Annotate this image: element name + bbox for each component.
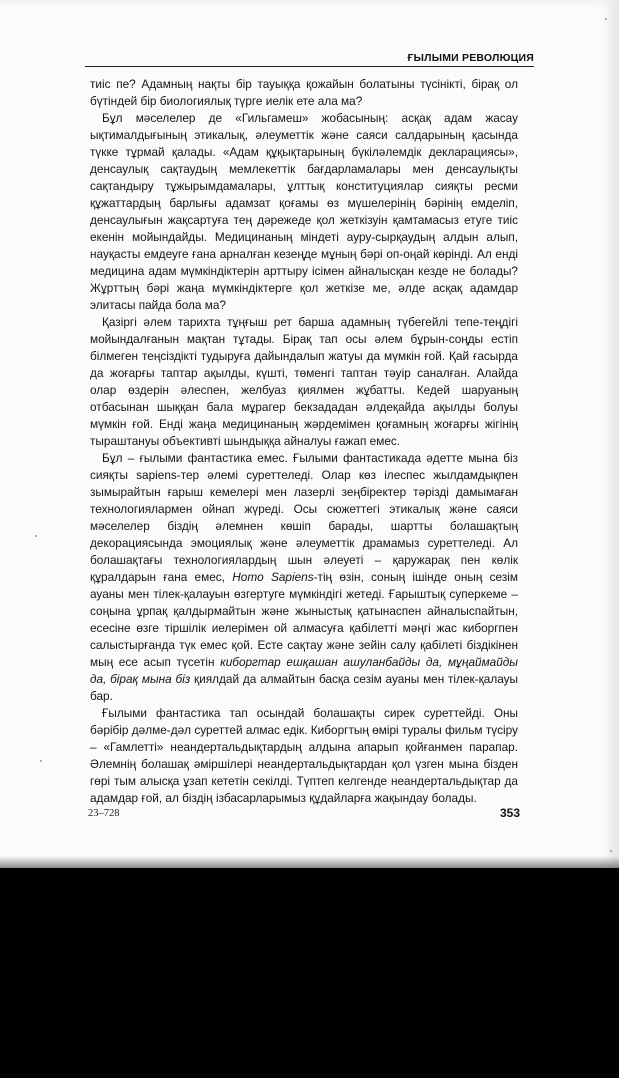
scan-speck: [40, 760, 42, 762]
scan-speck: [35, 535, 37, 537]
scan-speck: [605, 18, 607, 20]
paragraph-5: Ғылыми фантастика тап осындай болашақты сирек суреттейді. Оны бәрібір дәлме-дәл суреттей алмас едік. Киборгтың өмірі туралы фильм түсіру – «Гамлетті» неандертальдықтардың алдына апарып қойғанмен парапар. Әлемнің болашақ әміршілері неандертальдықтардан қол үзген мына бізден гөрі тым алысқа ұзап кететін секілді. Түптеп келгенде неандертальдықтар да адамдар ғой, ал біздің ізбасарларымыз құдайларға жақындау болады.: [90, 706, 518, 805]
paragraph-4-italic-phrase: киборгтар ешқашан ашуланбайды да, мұңаймайды да, бірақ мына біз: [90, 655, 518, 686]
paragraph-2: Бұл мәселелер де «Гильгамеш» жобасының: асқақ адам жасау ықтималдығының этикалық, әлеуметтік және саяси салдарының қасында түкке тұрмай қалады. «Адам құқықтарының бүкіләлемдік декларациясы», денсаулық сақтаудың мемлекеттік бағдарламалары мен денсаулықты сақтандыру тұжырымдамалары, ұлттық конституциялар сияқты ресми құжаттардың барлығы адамзат қоғамы өз мүшелерінің бәрінің емделіп, денсаулығын жақсартуға тең дәрежеде қол жеткізуін қамтамасыз етуге тиіс екенін мойындайды. Медицинаның міндеті ауру-сырқаудың алдын алып, науқасты емдеуге ғана арналған кезеңде мұның бәрі оп-оңай көрінді. Ал енді медицина адам мүмкіндіктерін арттыру ісімен айналысқан кезде не болады? Жұрттың бәрі жаңа мүмкіндіктерге қол жеткізе ме, әлде асқақ адамдар элитасы пайда бола ма?: [90, 111, 518, 312]
paragraph-4-italic-term: Homo Sapiens: [232, 570, 314, 584]
paragraph-4: [90, 450, 518, 705]
body-text: [90, 76, 518, 807]
printer-signature: 23–728: [88, 808, 120, 819]
paragraph-4-part-1: Бұл – ғылыми фантастика емес. Ғылыми фантастикада әдетте мына біз сияқты sapiens-тер әлемі суреттеледі. Олар көз ілеспес жылдамдықпен зымырайтын ғарыш кемелері мен лазерлі зеңбіректер тәрізді дамымаған технологиялармен ойнап жүреді. Осы сюжеттегі этикалық және саяси мәселелер біздің әлемнен көшіп барады, шартты болашақтың декорациясында эмоциялық және әлеуметтік драмамыз суреттеледі. Ал болашақтағы технологиялардың шын әлеуеті – қаружарақ пен көлік құралдарын ғана емес,: [90, 451, 518, 584]
running-header: ҒЫЛЫМИ РЕВОЛЮЦИЯ: [407, 52, 534, 64]
paragraph-4-part-3: қиялдай да алмайтын басқа сезім ауаны мен тілек-қалауы бар.: [90, 672, 519, 703]
paragraph-1: тиіс пе? Адамның нақты бір тауыққа қожайын болатыны түсінікті, бірақ ол бүтіндей бір биологиялық түрге иелік ете ала ма?: [90, 77, 518, 108]
paragraph-3: Қазіргі әлем тарихта тұңғыш рет барша адамның түбегейлі тепе-теңдігі мойындалғанын мақтан тұтады. Бірақ тап осы әлем бұрын-соңды естіп білмеген теңсіздікті тудыруға дайындалып жатуы да мүмкін ғой. Қай ғасырда да жоғарғы таптар ақылды, күшті, төменгі таптан тәуір саналған. Алайда олар өздерін әлеспен, желбуаз қиялмен жұбатты. Кедей шаруаның отбасынан шыққан бала мұрагер бекзададан әлдеқайда ақылды болуы мүмкін ғой. Енді жаңа медицинаның жәрдемімен қоғамның жоғарғы жігінің тыраштануы объективті шындыққа айналуы ғажап емес.: [90, 315, 518, 448]
paragraph-4-part-2: -тің өзін, соның ішінде оның сезім ауаны мен тілек-қалауын өзгертуге мүмкіндігі жетеді. Ғарыштық суперкеме – соңына ұрпақ қалдырмайтын және жыныстық қатынаспен айналыспайтын, есесіне өзге тіршілік иелерімен ой алмасуға қабілетті мәңгі жас киборгпен салыстырғанда түк емес қой. Есте сақтау және зейін салу қабілеті біздікінен мың есе асып түсетін: [90, 570, 518, 669]
scan-speck: [610, 850, 612, 852]
page-number: 353: [499, 806, 520, 820]
header-rule: [85, 66, 534, 67]
